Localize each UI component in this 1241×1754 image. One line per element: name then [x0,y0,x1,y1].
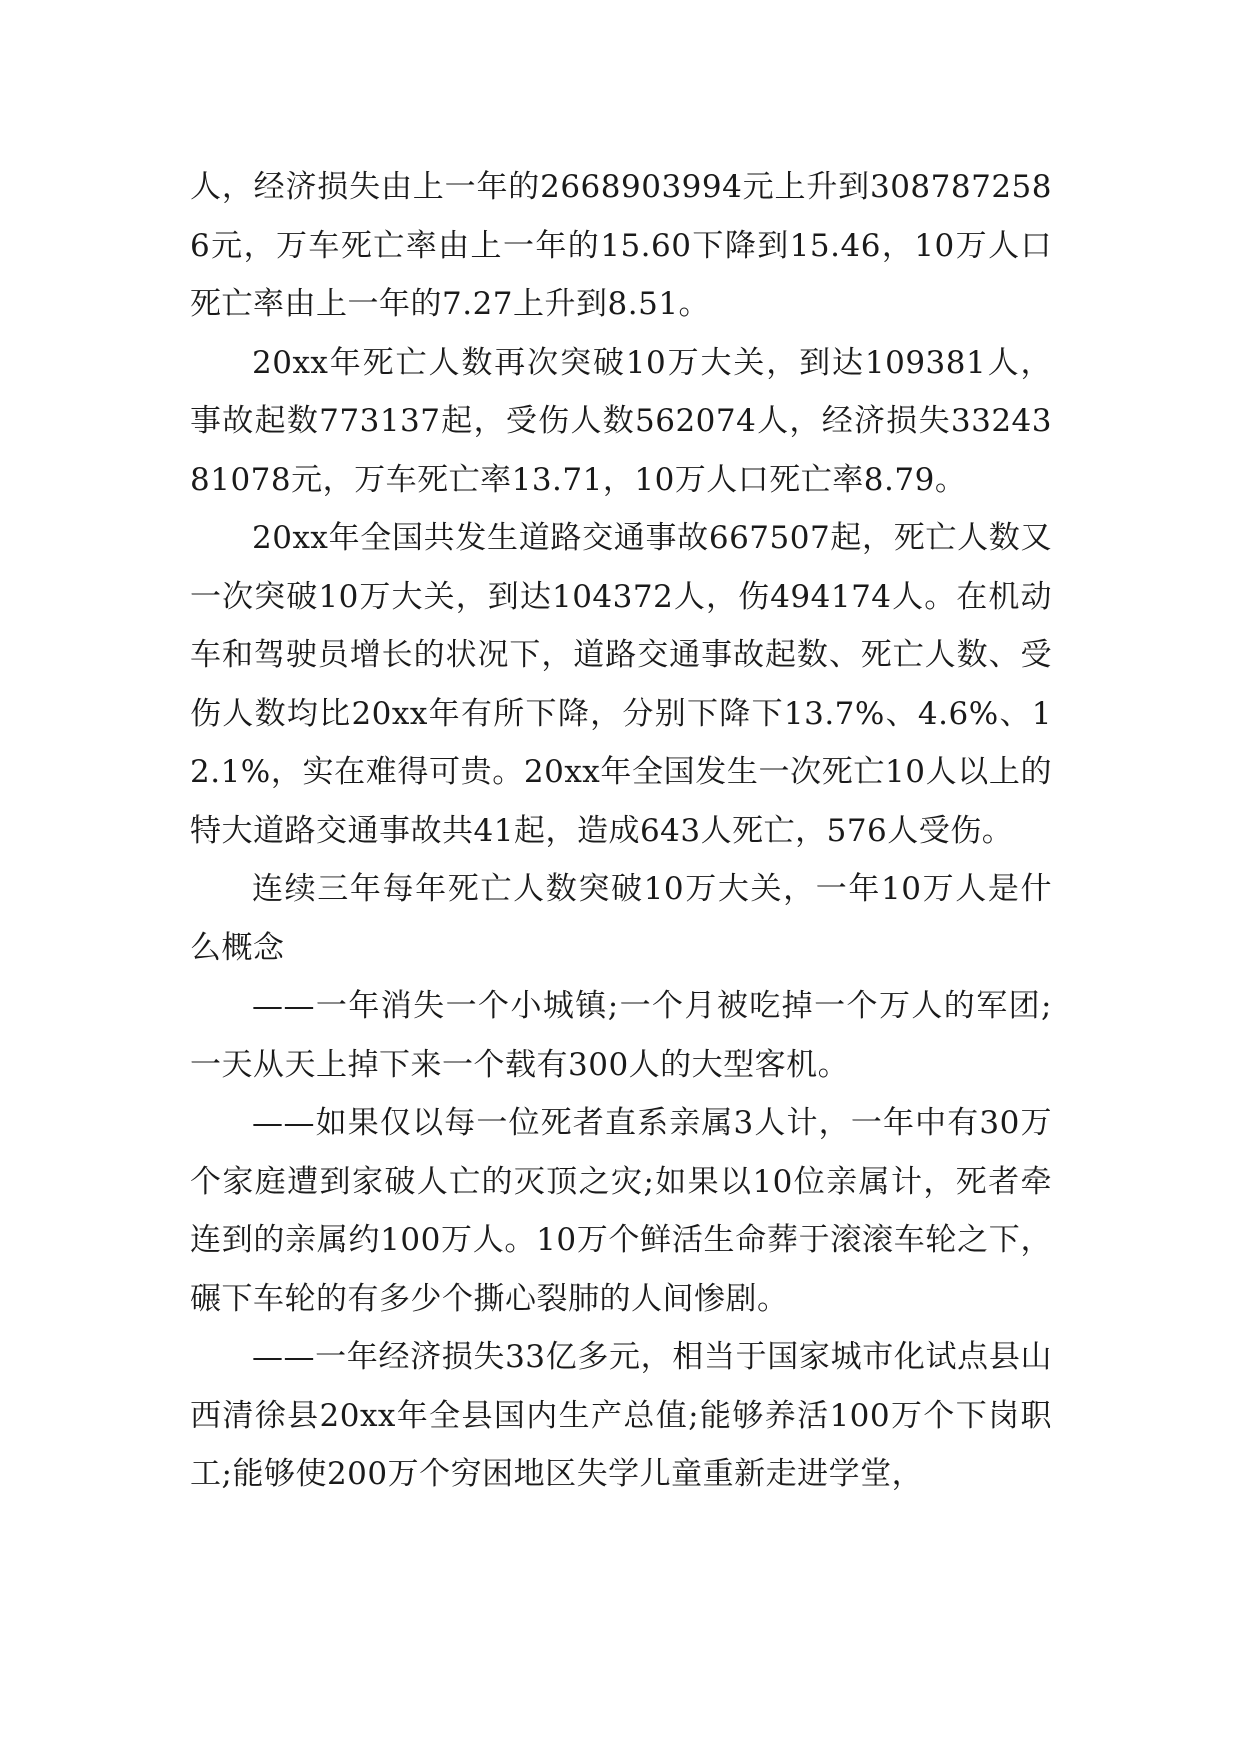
paragraph-3: 20xx年全国共发生道路交通事故667507起，死亡人数又一次突破10万大关，到达104372人，伤494174人。在机动车和驾驶员增长的状况下，道路交通事故起数、死亡人数、受伤人数均比20xx年有所下降，分别下降下13.7%、4.6%、12.1%，实在难得可贵。20xx年全国发生一次死亡10人以上的特大道路交通事故共41起，造成643人死亡，576人受伤。 [190,520,1052,849]
body-text [190,158,1052,1504]
paragraph-2: 20xx年死亡人数再次突破10万大关，到达109381人，事故起数773137起，受伤人数562074人，经济损失3324381078元，万车死亡率13.71，10万人口死亡率8.79。 [190,344,1052,498]
paragraph-4: 连续三年每年死亡人数突破10万大关，一年10万人是什么概念 [190,871,1052,966]
paragraph-7: ——一年经济损失33亿多元，相当于国家城市化试点县山西清徐县20xx年全县国内生产总值;能够养活100万个下岗职工;能够使200万个穷困地区失学儿童重新走进学堂， [190,1339,1052,1492]
paragraph-5: ——一年消失一个小城镇;一个月被吃掉一个万人的军团;一天从天上掉下来一个载有300人的大型客机。 [190,988,1052,1083]
paragraph-1: 人，经济损失由上一年的2668903994元上升到3087872586元，万车死亡率由上一年的15.60下降到15.46，10万人口死亡率由上一年的7.27上升到8.51。 [190,169,1052,322]
paragraph-6: ——如果仅以每一位死者直系亲属3人计，一年中有30万个家庭遭到家破人亡的灭顶之灾;如果以10位亲属计，死者牵连到的亲属约100万人。10万个鲜活生命葬于滚滚车轮之下，碾下车轮的有多少个撕心裂肺的人间惨剧。 [190,1105,1052,1317]
